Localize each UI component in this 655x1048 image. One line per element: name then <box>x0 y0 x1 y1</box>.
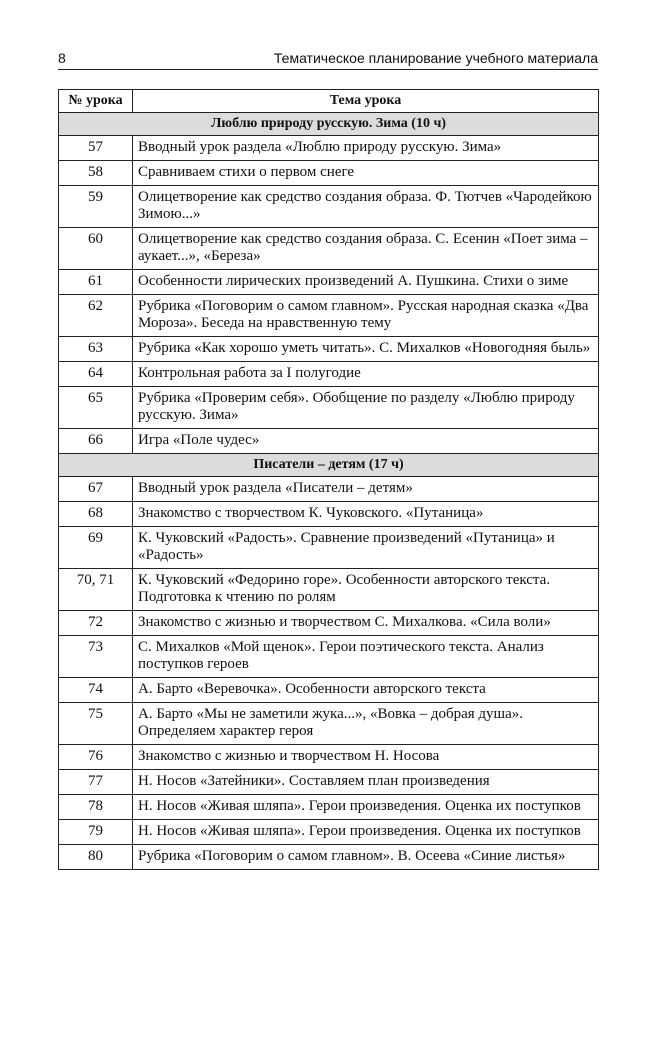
lesson-topic: Рубрика «Поговорим о самом главном». В. Осеева «Синие листья» <box>133 845 599 870</box>
lesson-number: 74 <box>59 678 133 703</box>
lesson-plan-table <box>58 89 599 870</box>
lesson-number: 59 <box>59 186 133 228</box>
lesson-topic: Рубрика «Поговорим о самом главном». Русская народная сказка «Два Мороза». Беседа на нравственную тему <box>133 295 599 337</box>
table-row <box>59 161 599 186</box>
lesson-topic: Рубрика «Проверим себя». Обобщение по разделу «Люблю природу русскую. Зима» <box>133 387 599 429</box>
table-row <box>59 387 599 429</box>
table-row <box>59 186 599 228</box>
lesson-topic: Знакомство с жизнью и творчеством Н. Носова <box>133 745 599 770</box>
table-row <box>59 820 599 845</box>
page-number: 8 <box>58 50 66 66</box>
table-row <box>59 527 599 569</box>
lesson-topic: Игра «Поле чудес» <box>133 429 599 454</box>
lesson-number: 65 <box>59 387 133 429</box>
lesson-topic: Вводный урок раздела «Люблю природу русскую. Зима» <box>133 136 599 161</box>
lesson-topic: Н. Носов «Живая шляпа». Герои произведения. Оценка их поступков <box>133 820 599 845</box>
column-header-lesson-number: № урока <box>59 90 133 113</box>
lesson-topic: А. Барто «Веревочка». Особенности авторского текста <box>133 678 599 703</box>
table-row <box>59 569 599 611</box>
column-header-lesson-topic: Тема урока <box>133 90 599 113</box>
lesson-number: 63 <box>59 337 133 362</box>
lesson-topic: Особенности лирических произведений А. Пушкина. Стихи о зиме <box>133 270 599 295</box>
lesson-topic: Рубрика «Как хорошо уметь читать». С. Михалков «Новогодняя быль» <box>133 337 599 362</box>
lesson-number: 68 <box>59 502 133 527</box>
table-row <box>59 845 599 870</box>
lesson-number: 77 <box>59 770 133 795</box>
table-row <box>59 295 599 337</box>
lesson-number: 79 <box>59 820 133 845</box>
lesson-topic: Н. Носов «Живая шляпа». Герои произведения. Оценка их поступков <box>133 795 599 820</box>
lesson-number: 61 <box>59 270 133 295</box>
running-title: Тематическое планирование учебного материала <box>273 50 598 66</box>
lesson-number: 57 <box>59 136 133 161</box>
table-row <box>59 745 599 770</box>
lesson-number: 76 <box>59 745 133 770</box>
table-row <box>59 795 599 820</box>
table-body <box>59 113 599 870</box>
table-row <box>59 477 599 502</box>
lesson-topic: Олицетворение как средство создания образа. С. Есенин «Поет зима – аукает...», «Береза» <box>133 228 599 270</box>
table-row <box>59 770 599 795</box>
table-row <box>59 703 599 745</box>
lesson-number: 60 <box>59 228 133 270</box>
lesson-number: 80 <box>59 845 133 870</box>
table-header-row <box>59 90 599 113</box>
table-row <box>59 636 599 678</box>
table-row <box>59 228 599 270</box>
lesson-number: 58 <box>59 161 133 186</box>
lesson-number: 64 <box>59 362 133 387</box>
table-row <box>59 678 599 703</box>
lesson-topic: Знакомство с жизнью и творчеством С. Михалкова. «Сила воли» <box>133 611 599 636</box>
lesson-topic: К. Чуковский «Федорино горе». Особенности авторского текста. Подготовка к чтению по ролям <box>133 569 599 611</box>
table-row <box>59 611 599 636</box>
lesson-topic: Н. Носов «Затейники». Составляем план произведения <box>133 770 599 795</box>
lesson-number: 78 <box>59 795 133 820</box>
table-row <box>59 337 599 362</box>
lesson-topic: С. Михалков «Мой щенок». Герои поэтического текста. Анализ поступков героев <box>133 636 599 678</box>
lesson-number: 69 <box>59 527 133 569</box>
lesson-topic: Контрольная работа за I полугодие <box>133 362 599 387</box>
lesson-topic: Олицетворение как средство создания образа. Ф. Тютчев «Чародейкою Зимою...» <box>133 186 599 228</box>
section-title: Люблю природу русскую. Зима (10 ч) <box>59 113 599 136</box>
lesson-topic: Знакомство с творчеством К. Чуковского. «Путаница» <box>133 502 599 527</box>
section-row <box>59 113 599 136</box>
lesson-topic: Сравниваем стихи о первом снеге <box>133 161 599 186</box>
lesson-topic: Вводный урок раздела «Писатели – детям» <box>133 477 599 502</box>
lesson-number: 62 <box>59 295 133 337</box>
lesson-number: 70, 71 <box>59 569 133 611</box>
section-row <box>59 454 599 477</box>
table-row <box>59 502 599 527</box>
table-row <box>59 136 599 161</box>
table-row <box>59 270 599 295</box>
lesson-topic: К. Чуковский «Радость». Сравнение произведений «Путаница» и «Радость» <box>133 527 599 569</box>
section-title: Писатели – детям (17 ч) <box>59 454 599 477</box>
table-row <box>59 362 599 387</box>
lesson-topic: А. Барто «Мы не заметили жука...», «Вовка – добрая душа». Определяем характер героя <box>133 703 599 745</box>
lesson-number: 73 <box>59 636 133 678</box>
lesson-number: 75 <box>59 703 133 745</box>
table-row <box>59 429 599 454</box>
lesson-number: 72 <box>59 611 133 636</box>
lesson-number: 66 <box>59 429 133 454</box>
running-header <box>58 49 598 70</box>
lesson-number: 67 <box>59 477 133 502</box>
